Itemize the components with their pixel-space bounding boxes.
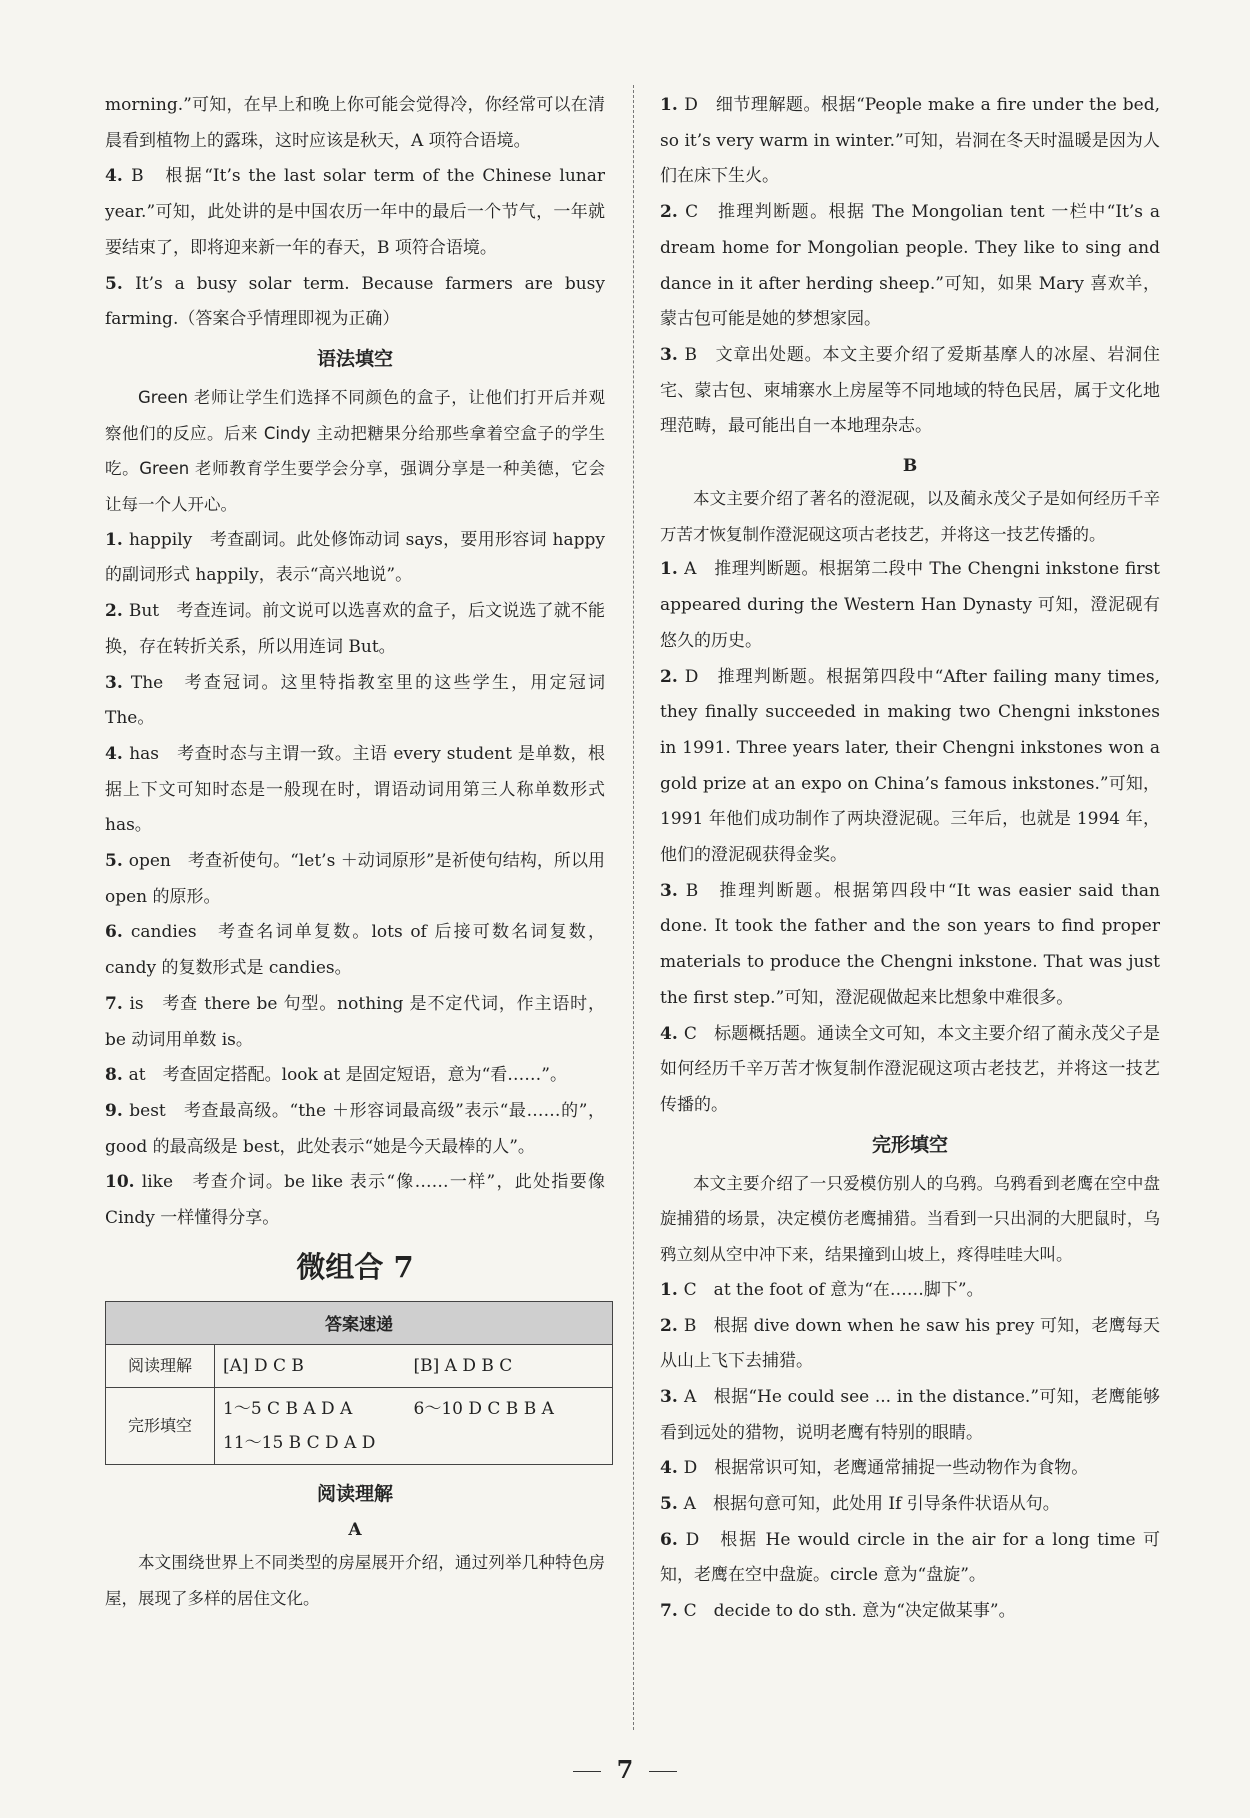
- item-number: 1.: [105, 529, 129, 550]
- list-item: [660, 1451, 1160, 1487]
- list-item: [660, 1523, 1160, 1594]
- list-item: [660, 1017, 1160, 1124]
- item-number: 4.: [105, 166, 132, 187]
- item-text: C 标题概括题。通读全文可知，本文主要介绍了蔺永茂父子是如何经历千辛万苦才恢复制作澄泥砚这项古老技艺，并将这一技艺传播的。: [660, 1023, 1160, 1115]
- item-number: 6.: [660, 1529, 686, 1550]
- item-text: A 推理判断题。根据第二段中 The Chengni inkstone first appeared during the Western Han Dynasty 可知，澄泥砚有悠久的历史。: [660, 559, 1160, 651]
- item-text: B 根据“It’s the last solar term of the Chinese lunar year.”可知，此处讲的是中国农历一年中的最后一个节气，一年就要结束了，即将迎来新一年的春天，B 项符合语境。: [105, 166, 605, 258]
- grammar-intro: Green 老师让学生们选择不同颜色的盒子，让他们打开后并观察他们的反应。后来 Cindy 主动把糖果分给那些拿着空盒子的学生吃。Green 老师教育学生要学会分享，强调分享是一种美德，它会让每一个人开心。: [105, 387, 605, 515]
- grammar-list: [105, 523, 605, 1237]
- item-number: 3.: [660, 344, 685, 365]
- list-item: [660, 874, 1160, 1017]
- left-column: [105, 88, 605, 1616]
- page-number-dash: [649, 1771, 677, 1772]
- list-item: [660, 1380, 1160, 1451]
- list-item: [105, 594, 605, 665]
- item-number: 8.: [105, 1065, 129, 1086]
- list-item: [660, 660, 1160, 874]
- item-number: 7.: [105, 993, 130, 1014]
- item-number: 2.: [105, 601, 129, 622]
- list-item: [105, 267, 605, 338]
- cloze-heading: 完形填空: [871, 1133, 948, 1156]
- section-a-label: A: [348, 1519, 362, 1540]
- answer-table-header: 答案速递: [106, 1301, 613, 1344]
- item-number: 1.: [660, 95, 685, 115]
- item-text: candies 考查名词单复数。lots of 后接可数名词复数，candy 的复数形式是 candies。: [105, 922, 605, 979]
- item-text: D 根据 He would circle in the air for a long time 可知，老鹰在空中盘旋。circle 意为“盘旋”。: [660, 1529, 1160, 1586]
- row-label: 完形填空: [106, 1387, 215, 1464]
- item-number: 3.: [105, 672, 131, 693]
- item-text: It’s a busy solar term. Because farmers are busy farming.（答案合乎情理即视为正确）: [105, 273, 605, 330]
- answer-range-2: 6～10 D C B B A: [413, 1398, 554, 1419]
- list-item: [660, 1273, 1160, 1309]
- item-number: 4.: [105, 743, 130, 764]
- item-text: is 考查 there be 句型。nothing 是不定代词，作主语时，be 动词用单数 is。: [105, 993, 605, 1050]
- item-number: 3.: [660, 880, 686, 901]
- row-label: 阅读理解: [106, 1344, 215, 1387]
- item-text: C decide to do sth. 意为“决定做某事”。: [683, 1601, 1016, 1622]
- item-text: D 根据常识可知，老鹰通常捕捉一些动物作为食物。: [683, 1458, 1089, 1479]
- page-number-value: 7: [616, 1755, 634, 1784]
- item-number: 9.: [105, 1100, 130, 1121]
- table-cell: [215, 1344, 613, 1387]
- list-item: [660, 195, 1160, 338]
- item-text: C at the foot of 意为“在……脚下”。: [683, 1279, 984, 1300]
- page-number-dash: [573, 1771, 601, 1772]
- list-item: [105, 1058, 605, 1094]
- item-number: 4.: [660, 1458, 684, 1479]
- answer-range-1: 1～5 C B A D A: [223, 1398, 353, 1419]
- item-text: B 文章出处题。本文主要介绍了爱斯基摩人的冰屋、岩洞住宅、蒙古包、柬埔寨水上房屋等不同地域的特色民居，属于文化地理范畴，最可能出自一本地理杂志。: [660, 344, 1160, 437]
- right-column: [660, 88, 1160, 1630]
- item-text: like 考查介词。be like 表示“像……一样”，此处指要像 Cindy 一样懂得分享。: [105, 1172, 605, 1229]
- item-number: 3.: [660, 1386, 684, 1407]
- item-text: A 根据句意可知，此处用 If 引导条件状语从句。: [683, 1494, 1060, 1515]
- item-number: 5.: [105, 273, 136, 294]
- item-text: But 考查连词。前文说可以选喜欢的盒子，后文说选了就不能换，存在转折关系，所以用连词 But。: [105, 601, 605, 657]
- list-item: [660, 552, 1160, 659]
- item-number: 1.: [660, 559, 685, 580]
- list-item: [105, 523, 605, 594]
- item-number: 1.: [660, 1279, 684, 1300]
- page-number: [0, 1755, 1250, 1784]
- column-divider: [633, 85, 634, 1730]
- group-title: 微组合 7: [296, 1249, 414, 1284]
- table-cell: [215, 1387, 613, 1464]
- item-number: 2.: [660, 202, 686, 223]
- item-text: best 考查最高级。“the ＋形容词最高级”表示“最……的”，good 的最高级是 best，此处表示“她是今天最棒的人”。: [105, 1100, 605, 1157]
- item-text: happily 考查副词。此处修饰动词 says，要用形容词 happy 的副词形式 happily，表示“高兴地说”。: [105, 529, 605, 586]
- item-text: A 根据“He could see ... in the distance.”可知，老鹰能够看到远处的猎物，说明老鹰有特别的眼睛。: [660, 1386, 1160, 1443]
- item-number: 6.: [105, 922, 131, 943]
- item-number: 7.: [660, 1601, 684, 1622]
- item-number: 4.: [660, 1023, 684, 1044]
- list-item: [105, 1094, 605, 1165]
- list-item: [105, 666, 605, 737]
- item-text: B 根据 dive down when he saw his prey 可知，老鹰每天从山上飞下去捕猎。: [660, 1315, 1160, 1372]
- reading-intro: 本文围绕世界上不同类型的房屋展开介绍，通过列举几种特色房屋，展现了多样的居住文化。: [105, 1552, 605, 1608]
- section-b-label: B: [902, 456, 918, 477]
- item-text: D 细节理解题。根据“People make a fire under the bed, so it’s very warm in winter.”可知，岩洞在冬天时温暖是因为人们在床下生火。: [660, 95, 1160, 187]
- item-text: open 考查祈使句。“let’s ＋动词原形”是祈使句结构，所以用 open 的原形。: [105, 851, 606, 907]
- list-item: [660, 338, 1160, 445]
- item-text: B 推理判断题。根据第四段中“It was easier said than done. It took the father and the son years to find proper materials to produce the Chengni inkstone. That was just the first step.”可知，澄泥砚做起来比想象中难很多。: [660, 880, 1160, 1008]
- item-number: 5.: [660, 1494, 684, 1515]
- paragraph-morning: morning.”可知，在早上和晚上你可能会觉得冷，你经常可以在清晨看到植物上的露珠，这时应该是秋天，A 项符合语境。: [105, 95, 605, 151]
- item-text: The 考查冠词。这里特指教室里的这些学生，用定冠词 The。: [105, 672, 605, 729]
- list-item: [105, 159, 605, 266]
- list-item: [105, 1165, 605, 1236]
- list-item: [105, 737, 605, 844]
- answer-table: [105, 1301, 613, 1465]
- list-item: [660, 88, 1160, 195]
- grammar-heading: 语法填空: [316, 347, 393, 370]
- list-item: [660, 1309, 1160, 1380]
- item-number: 5.: [105, 851, 129, 872]
- list-item: [105, 915, 605, 986]
- item-text: has 考查时态与主谓一致。主语 every student 是单数，根据上下文可知时态是一般现在时，谓语动词用第三人称单数形式 has。: [105, 743, 606, 836]
- item-number: 10.: [105, 1172, 142, 1193]
- answer-a: [A] D C B: [223, 1355, 304, 1376]
- reading-heading: 阅读理解: [316, 1482, 393, 1505]
- b-intro: 本文主要介绍了著名的澄泥砚，以及蔺永茂父子是如何经历千辛万苦才恢复制作澄泥砚这项古老技艺，并将这一技艺传播的。: [660, 489, 1160, 544]
- item-text: at 考查固定搭配。look at 是固定短语，意为“看……”。: [128, 1065, 568, 1086]
- list-item: [105, 844, 605, 915]
- item-text: D 推理判断题。根据第四段中“After failing many times, they finally succeeded in making two Chengni inkstones in 1991. Three years later, their Chengni inkstones won a gold prize at an expo on China’s famous inkstones.”可知，1991 年他们成功制作了两块澄泥砚。三年后，也就是 1994 年，他们的澄泥砚获得金奖。: [660, 666, 1161, 866]
- cloze-intro: 本文主要介绍了一只爱模仿别人的乌鸦。乌鸦看到老鹰在空中盘旋捕猎的场景，决定模仿老鹰捕猎。当看到一只出洞的大肥鼠时，乌鸦立刻从空中冲下来，结果撞到山坡上，疼得哇哇大叫。: [660, 1173, 1160, 1265]
- item-number: 2.: [660, 666, 685, 687]
- list-item: [660, 1487, 1160, 1523]
- item-number: 2.: [660, 1315, 684, 1336]
- item-text: C 推理判断题。根据 The Mongolian tent 一栏中“It’s a dream home for Mongolian people. They like to sing and dance in it after herding sheep.”可知，如果 Mary 喜欢羊，蒙古包可能是她的梦想家园。: [660, 202, 1160, 330]
- answer-range-3: 11～15 B C D A D: [223, 1432, 376, 1453]
- list-item: [660, 1594, 1160, 1630]
- answer-b: [B] A D B C: [413, 1355, 513, 1376]
- list-item: [105, 987, 605, 1058]
